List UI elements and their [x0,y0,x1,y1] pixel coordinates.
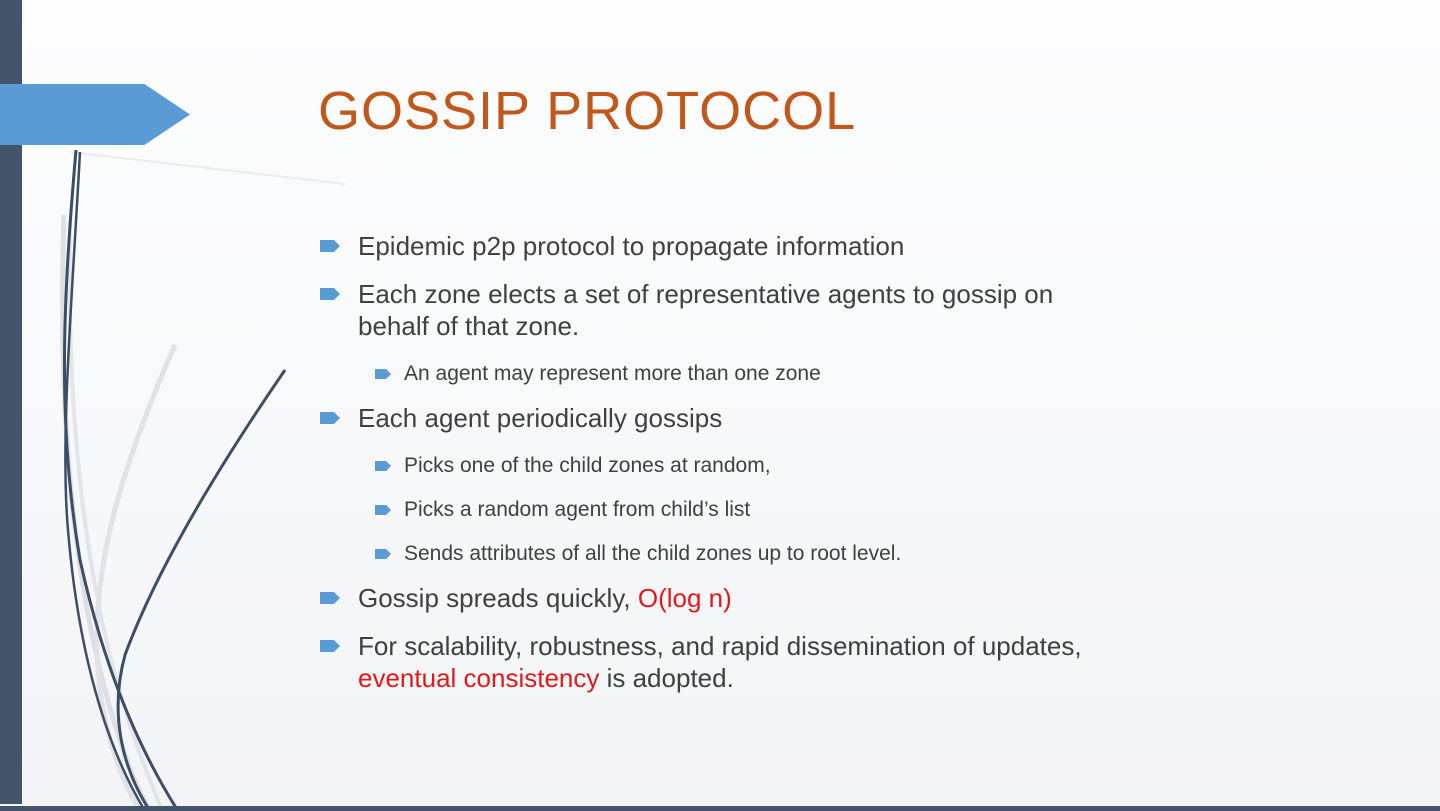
bullet-text: An agent may represent more than one zone [404,362,821,385]
sub-bullet-item-picks-agent [320,494,1220,525]
bullet-arrow-icon [320,592,340,604]
slide-title: GOSSIP PROTOCOL [318,81,857,141]
bullet-text: Gossip spreads quickly, O(log n) [358,583,732,613]
sub-bullet-item-sends-attributes [320,538,1220,569]
bullet-arrow-icon [375,369,391,379]
bullet-arrow-icon [320,412,340,424]
bullet-text: Sends attributes of all the child zones up to root level. [404,542,902,565]
red-emphasis-text: eventual consistency [358,663,600,693]
bullet-text: Picks a random agent from child’s list [404,498,751,521]
bullet-text: Each zone elects a set of representative agents to gossip on behalf of that zone. [358,279,1054,341]
bullet-item-scalability [320,630,1220,694]
bullet-item-each-zone [320,278,1220,342]
bullet-list [320,230,1220,710]
bullet-text: Each agent periodically gossips [358,403,723,433]
bullet-arrow-icon [320,240,340,252]
bullet-arrow-icon [375,461,391,471]
bullet-item-spreads-quickly [320,582,1220,614]
bullet-arrow-icon [375,505,391,515]
red-emphasis-text: O(log n) [637,583,732,613]
bullet-item-periodically-gossips [320,402,1220,434]
bullet-item-epidemic [320,230,1220,262]
bullet-arrow-icon [320,288,340,300]
bottom-accent-bar [0,806,1440,811]
bullet-text: For scalability, robustness, and rapid dissemination of updates, eventual consistency is adopted. [358,631,1082,693]
bullet-text: Picks one of the child zones at random, [404,454,771,477]
sub-bullet-item-picks-zone [320,450,1220,481]
bullet-arrow-icon [320,640,340,652]
sub-bullet-item-agent-represent [320,358,1220,389]
bullet-text: Epidemic p2p protocol to propagate information [358,231,905,261]
arrow-banner-shape [0,84,190,145]
bullet-arrow-icon [375,549,391,559]
